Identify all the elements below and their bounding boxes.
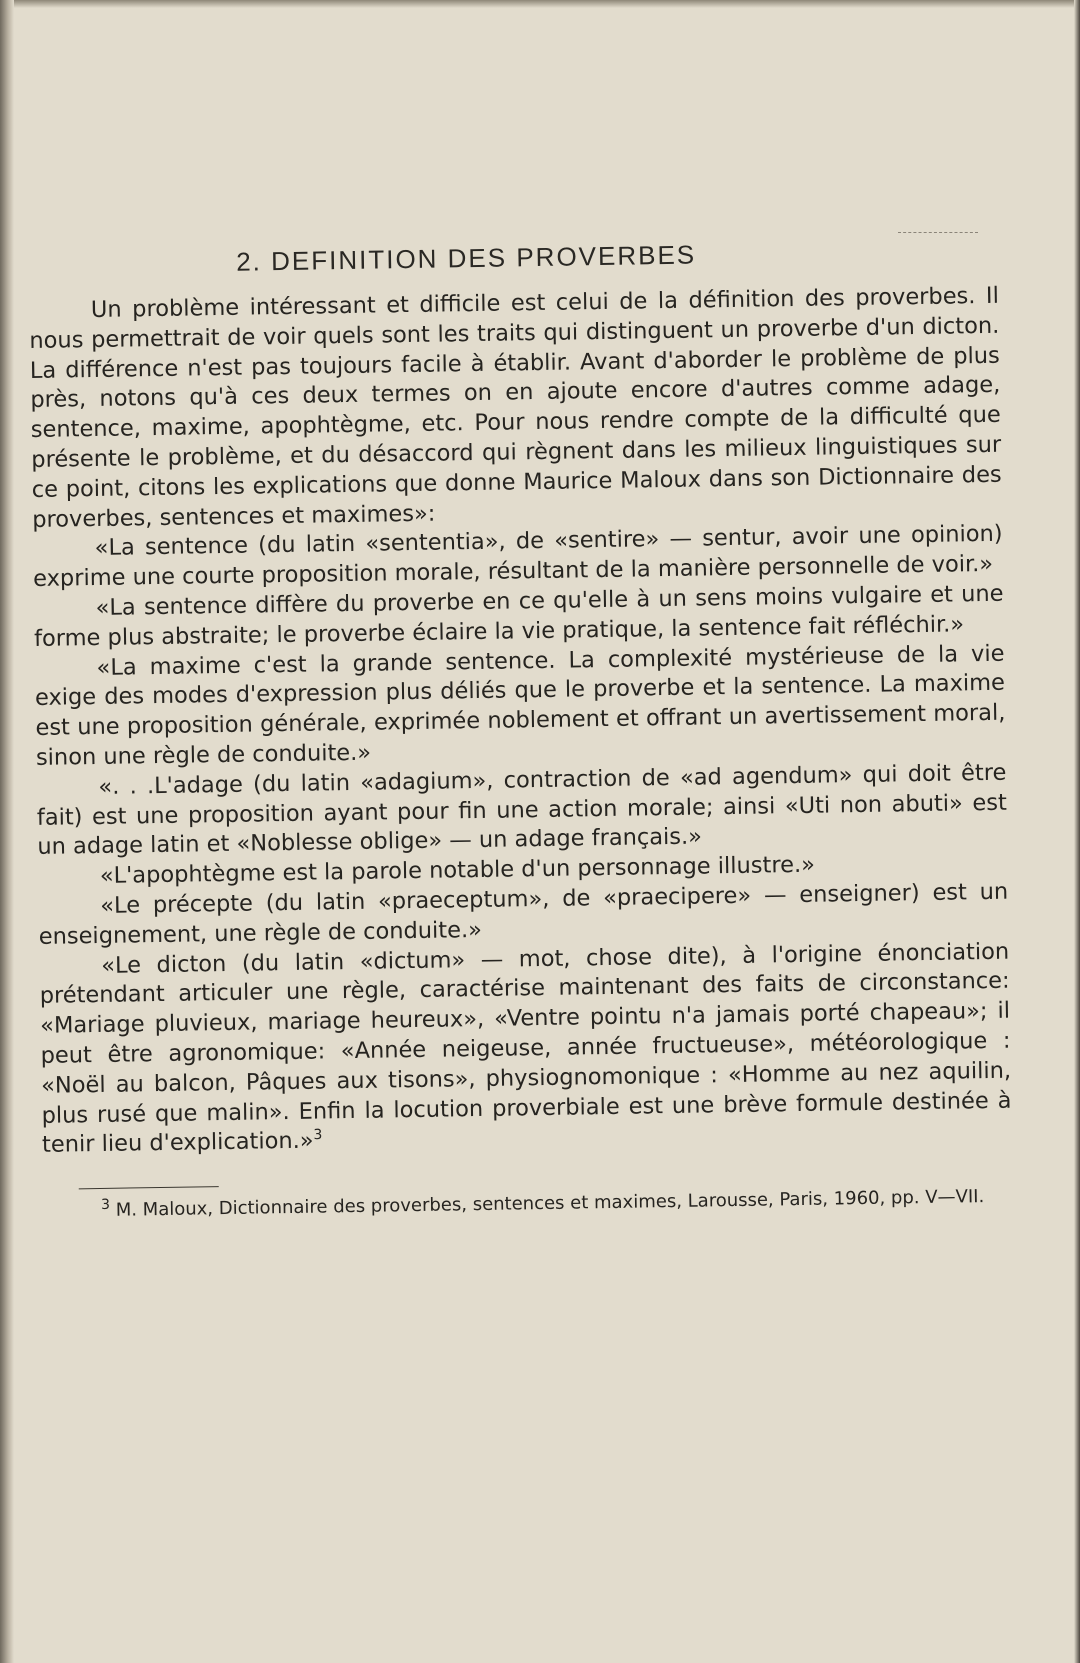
footnote-number: 3 xyxy=(100,1196,111,1214)
paragraph-intro: Un problème intéressant et difficile est celui de la définition des proverbes. Il nous permettrait de voir quels sont les traits qui distinguent un proverbe d'un dicton. La différence n'est pas toujours facile à établir. Avant d'aborder le problème de plus près, notons qu'à ces deux termes on en ajoute encore d'autres comme adage, sentence, maxime, apophtègme, etc. Pour nous rendre compte de la difficulté que présente le problème, et du désaccord qui règnent dans les milieux linguistiques sur ce point, citons les explications que donne Maurice Maloux dans son Dictionnaire des proverbes, sentences et maximes»: xyxy=(29,282,1002,533)
paragraph-dicton xyxy=(39,937,1012,1161)
scan-edge-left xyxy=(0,0,14,1663)
page-text-block xyxy=(28,235,1013,1225)
paragraph-precepte: «Le précepte (du latin «praeceptum», de «praecipere» — enseigner) est un enseignement, une règle de conduite.» xyxy=(38,878,1009,950)
scan-edge-top xyxy=(0,0,1080,8)
paragraph-sentence-vs-proverb: «La sentence diffère du proverbe en ce qu'elle à un sens moins vulgaire et une forme plus abstraite; le proverbe éclaire la vie pratique, la sentence fait réfléchir.» xyxy=(33,580,1004,652)
paragraph-sentence-definition: «La sentence (du latin «sententia», de «sentire» — sentur, avoir une opinion) exprime une courte proposition morale, résultant de la manière personnelle de voir.» xyxy=(32,521,1003,593)
footnote-divider xyxy=(79,1186,219,1189)
footnote xyxy=(43,1183,1013,1225)
scan-edge-right xyxy=(1074,0,1080,1663)
paragraph-apophtegme: «L'apophtègme est la parole notable d'un personnage illustre.» xyxy=(99,851,816,890)
paragraph-maxime: «La maxime c'est la grande sentence. La complexité mystérieuse de la vie exige des modes d'expression plus déliés que le proverbe et la sentence. La maxime est une proposition générale, exprimée noblement et offrant un avertissement moral, sinon une règle de conduite.» xyxy=(34,640,1006,771)
paragraph-adage: «. . .L'adage (du latin «adagium», contraction de «ad agendum» qui doit être fait) est une proposition ayant pour fin une action morale; ainsi «Uti non abuti» est un adage latin et «Noblesse oblige» — un adage français.» xyxy=(36,759,1007,861)
paragraph-dicton-text: «Le dicton (du latin «dictum» — mot, chose dite), à l'origine énonciation prétendant articuler une règle, caractérise maintenant des faits de circonstance: «Mariage pluvieux, mariage heureux», «Ventre pointu n'a jamais porté chapeau»; il peut être agronomique: «Année neigeuse, année fructueuse», météorologique : «Noël au balcon, Pâques aux tisons», physiognomonique : «Homme au nez aquilin, plus rusé que malin». Enfin la locution proverbiale est une brève formule destinée à tenir lieu d'explication.» xyxy=(39,938,1012,1159)
footnote-text: M. Maloux, Dictionnaire des proverbes, sentences et maximes, Larousse, Paris, 1960, pp. V—VII. xyxy=(115,1186,985,1221)
footnote-reference: 3 xyxy=(313,1127,323,1144)
section-title: 2. DEFINITION DES PROVERBES xyxy=(235,239,697,277)
